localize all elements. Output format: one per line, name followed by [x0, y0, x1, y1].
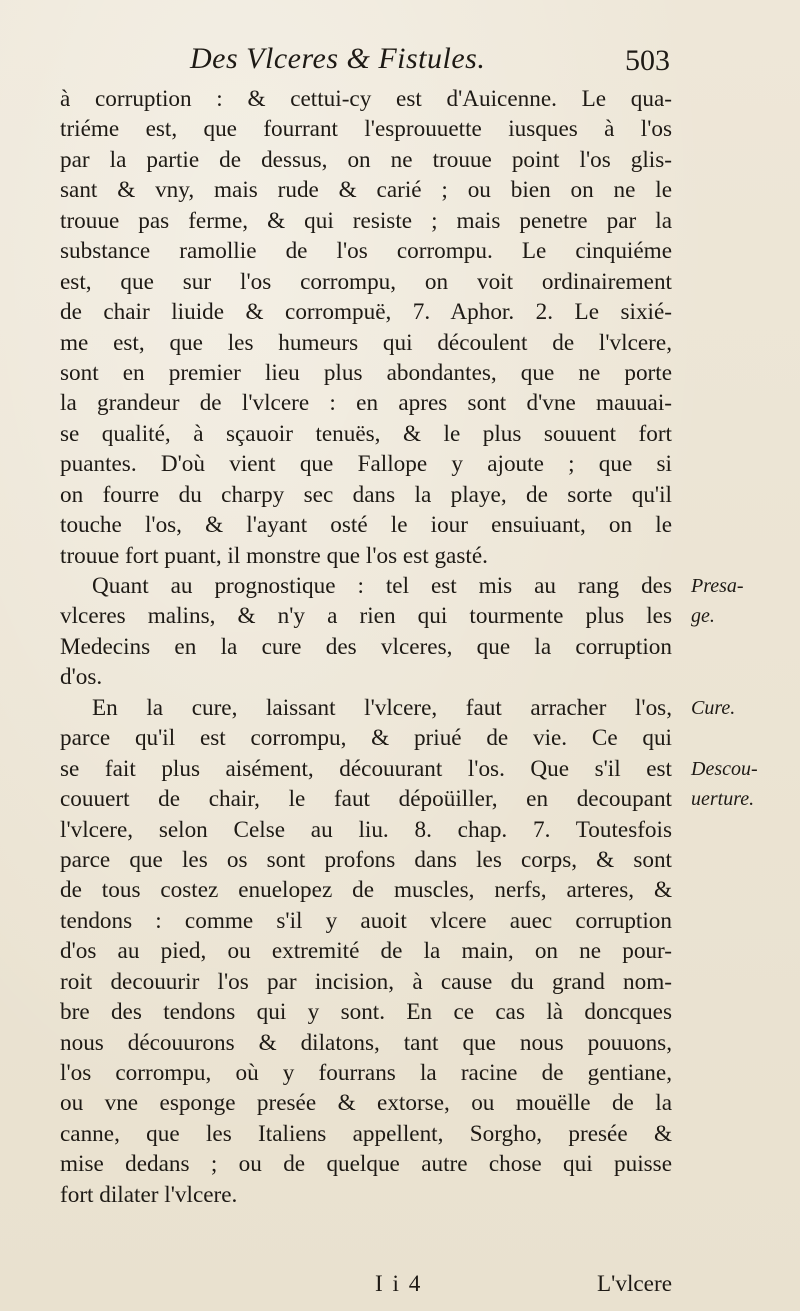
text-line: se qualité, à sçauoir tenuës, & le plus souuent fort — [60, 420, 672, 447]
text-line: on fourre du charpy sec dans la playe, de sorte qu'il — [60, 481, 672, 508]
text-line: Medecins en la cure des vlceres, que la corruption — [60, 633, 672, 660]
text-line: vlceres malins, & n'y a rien qui tourmente plus les — [60, 603, 672, 630]
text-line: parce qu'il est corrompu, & priué de vie. Ce qui — [60, 725, 672, 752]
margin-note-cure: Cure. — [691, 697, 736, 719]
margin-note-descouverture-2: uerture. — [691, 788, 755, 810]
text-line: triéme est, que fourrant l'esprouuette iusques à l'os — [60, 116, 672, 143]
page-footer — [60, 1271, 672, 1303]
text-line: parce que les os sont profons dans les corps, & sont — [60, 846, 672, 873]
signature-mark: I i 4 — [375, 1271, 423, 1297]
text-line: trouue fort puant, il monstre que l'os est gasté. — [60, 542, 488, 569]
text-line: touche l'os, & l'ayant osté le iour ensuiuant, on le — [60, 512, 672, 539]
text-line: la grandeur de l'vlcere : en apres sont d'vne mauuai- — [60, 390, 672, 417]
catchword: L'vlcere — [597, 1271, 672, 1297]
text-line: se fait plus aisément, découurant l'os. Que s'il est — [60, 755, 672, 782]
text-line: ou vne esponge presée & extorse, ou mouëlle de la — [60, 1090, 672, 1117]
text-line: En la cure, laissant l'vlcere, faut arracher l'os, — [92, 694, 672, 721]
text-line: mise dedans ; ou de quelque autre chose qui puisse — [60, 1151, 672, 1178]
text-line: substance ramollie de l'os corrompu. Le cinquiéme — [60, 238, 672, 265]
text-line: sant & vny, mais rude & carié ; ou bien on ne le — [60, 177, 672, 204]
text-line: sont en premier lieu plus abondantes, que ne porte — [60, 359, 672, 386]
text-line: nous découurons & dilatons, tant que nous pouuons, — [60, 1029, 672, 1056]
body-text — [60, 84, 672, 1210]
text-line: me est, que les humeurs qui découlent de l'vlcere, — [60, 329, 672, 356]
text-line: l'os corrompu, où y fourrans la racine de gentiane, — [60, 1060, 672, 1086]
text-line: tendons : comme s'il y auoit vlcere auec corruption — [60, 907, 672, 934]
margin-note-descouverture-1: Descou- — [691, 758, 758, 780]
text-line: trouue pas ferme, & qui resiste ; mais penetre par la — [60, 207, 672, 234]
page-number: 503 — [625, 44, 670, 77]
text-line: Quant au prognostique : tel est mis au rang des — [92, 573, 672, 599]
text-line: de tous costez enuelopez de muscles, nerfs, arteres, & — [60, 877, 672, 904]
text-line: l'vlcere, selon Celse au liu. 8. chap. 7. Toutesfois — [60, 816, 672, 843]
text-line: puantes. D'où vient que Fallope y ajoute ; que si — [60, 451, 672, 478]
text-line: par la partie de dessus, on ne trouue point l'os glis- — [60, 146, 672, 173]
running-title: Des Vlceres & Fistules. — [190, 42, 486, 75]
text-line: fort dilater l'vlcere. — [60, 1181, 238, 1208]
text-line: de chair liuide & corrompuë, 7. Aphor. 2. Le sixié- — [60, 299, 672, 326]
text-line: d'os au pied, ou extremité de la main, on ne pour- — [60, 938, 672, 965]
text-line: d'os. — [60, 664, 103, 691]
text-line: roit decouurir l'os par incision, à cause du grand nom- — [60, 968, 672, 995]
page-header — [60, 42, 670, 86]
margin-note-presage-2: ge. — [691, 605, 715, 627]
text-line: couuert de chair, le faut dépoüiller, en decoupant — [60, 786, 672, 813]
text-line: bre des tendons qui y sont. En ce cas là doncques — [60, 999, 672, 1026]
text-line: est, que sur l'os corrompu, on voit ordinairement — [60, 268, 672, 295]
text-line: à corruption : & cettui-cy est d'Auicenne. Le qua- — [60, 86, 672, 112]
margin-note-presage-1: Presa- — [691, 575, 744, 597]
text-line: canne, que les Italiens appellent, Sorgho, presée & — [60, 1120, 672, 1147]
